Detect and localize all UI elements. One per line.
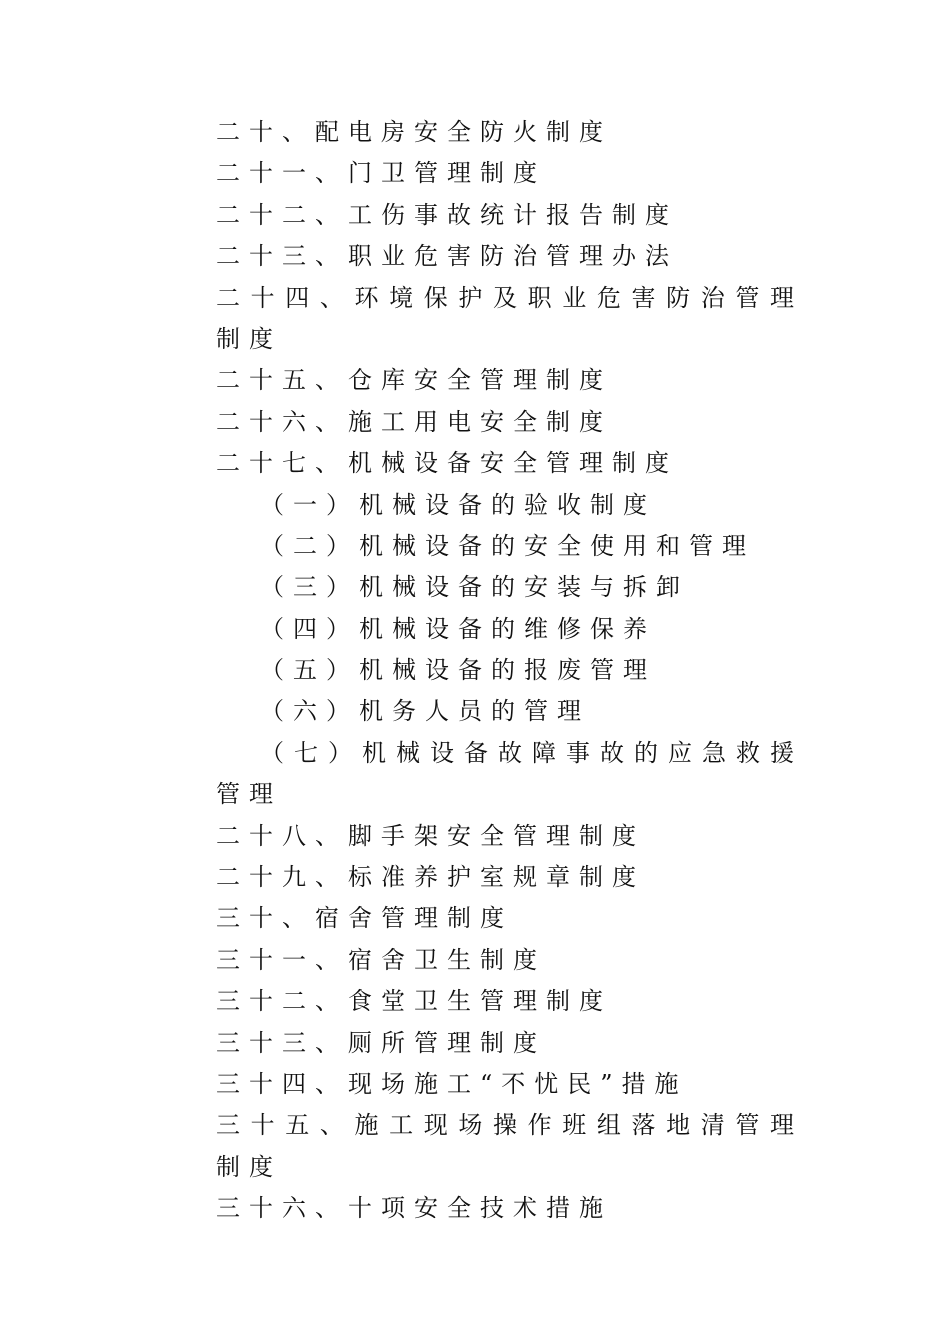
- toc-item-21: 二十一、门卫管理制度: [216, 159, 546, 188]
- toc-item-27: 二十七、机械设备安全管理制度: [216, 449, 678, 478]
- toc-item-20: 二十、配电房安全防火制度: [216, 118, 612, 146]
- toc-item-35: 三十五、施工现场操作班组落地清管理: [216, 1111, 794, 1140]
- toc-item-29: 二十九、标准养护室规章制度: [216, 863, 645, 892]
- toc-item-35-continued: 制度: [216, 1152, 282, 1181]
- toc-item-33: 三十三、厕所管理制度: [216, 1028, 546, 1057]
- toc-subitem-27-2: （二）机械设备的安全使用和管理: [260, 531, 755, 560]
- toc-subitem-27-6: （六）机务人员的管理: [260, 697, 590, 726]
- toc-item-32: 三十二、食堂卫生管理制度: [216, 987, 612, 1016]
- toc-item-24-continued: 制度: [216, 324, 282, 353]
- toc-item-24: 二十四、环境保护及职业危害防治管理: [216, 283, 794, 312]
- toc-item-23: 二十三、职业危害防治管理办法: [216, 242, 678, 271]
- toc-subitem-27-3: （三）机械设备的安装与拆卸: [260, 573, 689, 602]
- toc-subitem-27-4: （四）机械设备的维修保养: [260, 614, 656, 643]
- toc-item-36: 三十六、十项安全技术措施: [216, 1194, 612, 1223]
- toc-item-31: 三十一、宿舍卫生制度: [216, 945, 546, 974]
- table-of-contents: [216, 112, 794, 1230]
- toc-item-26: 二十六、施工用电安全制度: [216, 407, 612, 436]
- toc-item-30: 三十、宿舍管理制度: [216, 904, 513, 933]
- toc-item-25: 二十五、仓库安全管理制度: [216, 366, 612, 395]
- toc-subitem-27-7-continued: 管理: [216, 780, 282, 809]
- toc-item-28: 二十八、脚手架安全管理制度: [216, 821, 645, 850]
- toc-subitem-27-5: （五）机械设备的报废管理: [260, 656, 656, 685]
- toc-item-22: 二十二、工伤事故统计报告制度: [216, 200, 678, 229]
- toc-item-34: 三十四、现场施工“不忧民”措施: [216, 1069, 688, 1098]
- toc-subitem-27-7: （七）机械设备故障事故的应急救援: [260, 738, 794, 767]
- toc-subitem-27-1: （一）机械设备的验收制度: [260, 490, 656, 519]
